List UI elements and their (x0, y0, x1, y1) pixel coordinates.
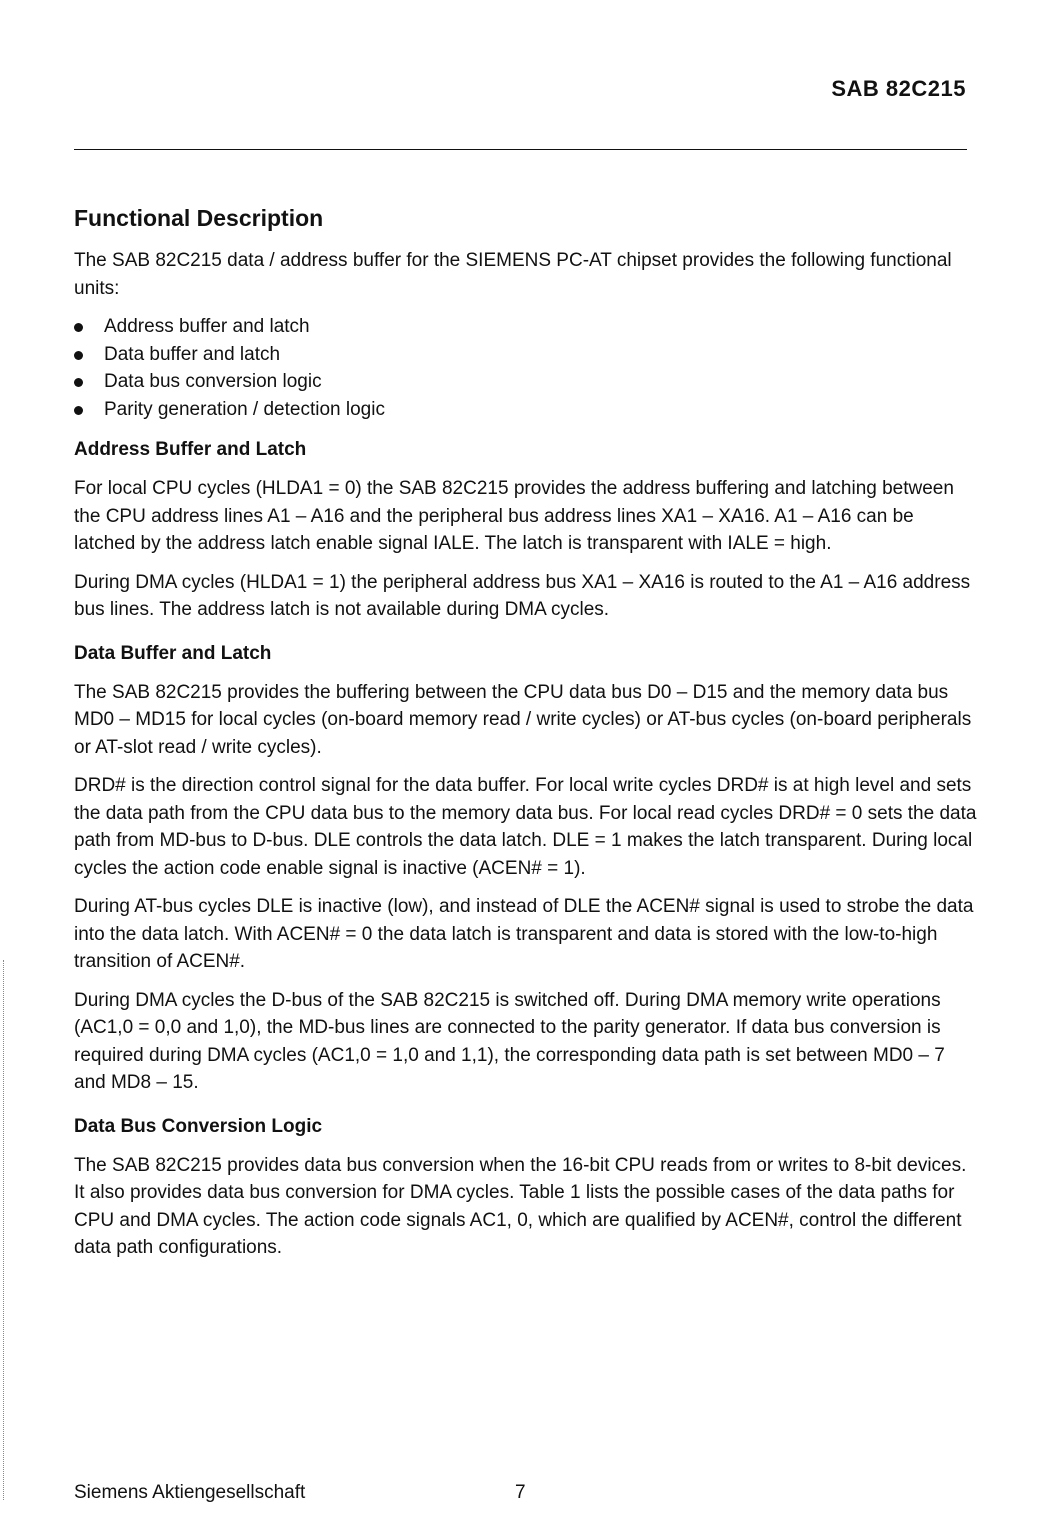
section-paragraph: During DMA cycles the D-bus of the SAB 82C215 is switched off. During DMA memory write operations (AC1,0 = 0,0 and 1,0), the MD-bus lines are connected to the parity generator. If data bus conversion is required during DMA cycles (AC1,0 = 1,0 and 1,1), the corresponding data path is set between MD0 – 7 and MD8 – 15. (74, 989, 945, 1093)
section-heading: Data Bus Conversion Logic (74, 1115, 323, 1137)
functional-units-list (74, 313, 979, 423)
list-item (74, 396, 979, 424)
bullet-icon (74, 323, 83, 332)
section-heading: Data Buffer and Latch (74, 642, 272, 664)
list-item (74, 313, 979, 341)
section-paragraph: During DMA cycles (HLDA1 = 1) the peripheral address bus XA1 – XA16 is routed to the A1 – A16 address bus lines. The address latch is not available during DMA cycles. (74, 571, 971, 620)
bullet-icon (74, 406, 83, 415)
list-item (74, 341, 979, 369)
page-heading: Functional Description (74, 205, 324, 231)
section-heading: Address Buffer and Latch (74, 439, 307, 460)
header-rule (74, 149, 967, 150)
section-paragraph: The SAB 82C215 provides data bus conversion when the 16-bit CPU reads from or writes to 8-bit devices. It also provides data bus conversion for DMA cycles. Table 1 lists the possible cases of the data paths for CPU and DMA cycles. The action code signals AC1, 0, which are qualified by ACEN#, control the different data path configurations. (74, 1154, 967, 1258)
section-paragraph: For local CPU cycles (HLDA1 = 0) the SAB 82C215 provides the address buffering and latching between the CPU address lines A1 – A16 and the peripheral bus address lines XA1 – XA16. A1 – A16 can be latched by the address latch enable signal IALE. The latch is transparent with IALE = high. (74, 478, 954, 554)
page-content (74, 203, 979, 1273)
page-header-title: SAB 82C215 (831, 76, 966, 101)
section-data-bus-conversion (74, 1114, 979, 1262)
list-item-text: Parity generation / detection logic (104, 398, 385, 420)
list-item-text: Address buffer and latch (104, 316, 310, 337)
section-paragraph: The SAB 82C215 provides the buffering between the CPU data bus D0 – D15 and the memory data bus MD0 – MD15 for local cycles (on-board memory read / write cycles) or AT-bus cycles (on-board peripherals or AT-slot read / write cycles). (74, 681, 972, 758)
bullet-icon (74, 351, 83, 360)
section-data-buffer (74, 641, 979, 1097)
list-item-text: Data bus conversion logic (104, 371, 322, 392)
bullet-icon (74, 378, 83, 387)
section-paragraph: During AT-bus cycles DLE is inactive (low), and instead of DLE the ACEN# signal is used to strobe the data into the data latch. With ACEN# = 0 the data latch is transparent and data is stored with the low-to-high transition of ACEN#. (74, 896, 974, 972)
intro-paragraph: The SAB 82C215 data / address buffer for the SIEMENS PC-AT chipset provides the following functional units: (74, 250, 952, 299)
section-paragraph: DRD# is the direction control signal for the data buffer. For local write cycles DRD# is at high level and sets the data path from the CPU data bus to the memory data bus. For local read cycles DRD# = 0 sets the data path from MD-bus to D-bus. DLE controls the data latch. DLE = 1 makes the latch transparent. During local cycles the action code enable signal is inactive (ACEN# = 1). (74, 775, 977, 879)
scan-margin-line (3, 960, 4, 1500)
footer-company: Siemens Aktiengesellschaft (74, 1482, 306, 1503)
footer-page-number: 7 (515, 1482, 526, 1503)
list-item-text: Data buffer and latch (104, 343, 281, 365)
section-address-buffer (74, 437, 979, 624)
list-item (74, 368, 979, 396)
